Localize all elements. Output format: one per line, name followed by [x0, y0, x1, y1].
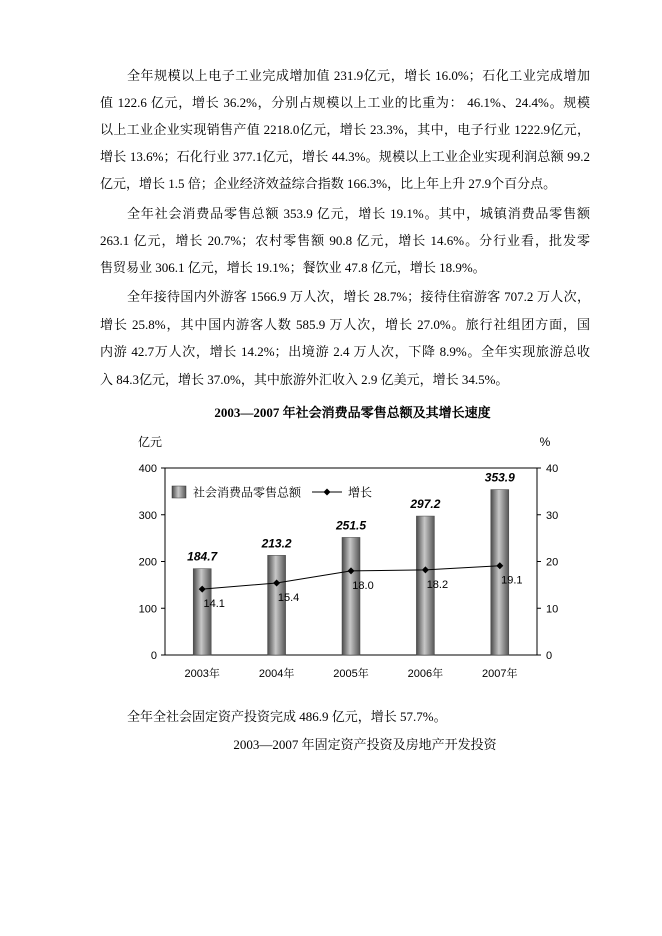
text-line: 全年全社会固定资产投资完成 486.9 亿元，增长 57.7%。 — [127, 709, 447, 724]
retail-sales-chart — [120, 430, 590, 695]
text-line: 全年规模以上电子工业完成增加值 231.9亿元，增长 16.0%；石化工业完成增加 — [127, 68, 590, 83]
bar-2007年 — [491, 490, 509, 655]
legend-bar-label: 社会消费品零售总额 — [193, 485, 302, 500]
x-axis-label: 2006年 — [407, 668, 444, 680]
left-axis-tick-label: 300 — [138, 509, 157, 522]
growth-value-label-2004年: 15.4 — [277, 592, 300, 605]
right-axis-tick-label: 10 — [546, 603, 559, 616]
text-line: 全年接待国内外游客 1566.9 万人次，增长 28.7%；接待住宿游客 707.2 万人次， — [127, 289, 590, 304]
growth-value-label-2006年: 18.2 — [426, 578, 449, 591]
text-line: 263.1 亿元，增长 20.7%；农村零售额 90.8 亿元，增长 14.6%。分行业看，批发零 — [100, 233, 590, 248]
next-chart-title: 2003—2007 年固定资产投资及房地产开发投资 — [233, 737, 497, 752]
text-line: 售贸易业 306.1 亿元，增长 19.1%；餐饮业 47.8 亿元，增长 18.9%。 — [100, 260, 486, 275]
bar-value-label-2005年: 251.5 — [335, 518, 367, 533]
right-axis-tick-label: 30 — [546, 509, 559, 522]
growth-value-label-2007年: 19.1 — [501, 574, 523, 587]
growth-value-label-2003年: 14.1 — [203, 598, 225, 611]
text-line: 入 84.3亿元，增长 37.0%，其中旅游外汇收入 2.9 亿美元，增长 34.5%。 — [100, 372, 509, 387]
left-axis-tick-label: 400 — [138, 463, 157, 475]
right-axis-tick-label: 0 — [546, 650, 553, 662]
bar-value-label-2007年: 353.9 — [484, 470, 515, 485]
bar-2005年 — [342, 537, 360, 655]
bar-value-label-2004年: 213.2 — [261, 536, 292, 551]
legend — [172, 485, 372, 500]
left-axis-unit-label: 亿元 — [137, 435, 163, 449]
text-line: 增长 25.8%，其中国内游客人数 585.9 万人次，增长 27.0%。旅行社组团方面，国 — [100, 317, 590, 332]
text-line: 值 122.6 亿元，增长 36.2%，分别占规模以上工业的比重为： 46.1%、24.4%。规模 — [100, 95, 590, 110]
x-axis-label: 2004年 — [258, 668, 295, 680]
right-axis-tick-label: 20 — [546, 556, 559, 569]
text-line: 增长 13.6%；石化行业 377.1亿元，增长 44.3%。规模以上工业企业实现利润总额 99.2 — [100, 149, 590, 164]
right-axis-tick-label: 40 — [546, 463, 559, 475]
text-line: 以上工业企业实现销售产值 2218.0亿元，增长 23.3%，其中，电子行业 1222.9亿元， — [100, 122, 590, 137]
legend-line-label: 增长 — [348, 485, 373, 500]
text-line: 全年社会消费品零售总额 353.9 亿元，增长 19.1%。其中，城镇消费品零售额 — [127, 206, 590, 221]
chart-title: 2003—2007 年社会消费品零售总额及其增长速度 — [214, 405, 491, 420]
left-axis-tick-label: 0 — [150, 650, 157, 662]
x-axis-label: 2007年 — [482, 668, 518, 680]
right-axis-unit-label: % — [539, 435, 551, 449]
text-line: 亿元，增长 1.5 倍；企业经济效益综合指数 166.3%，比上年上升 27.9个百分点。 — [100, 176, 557, 191]
x-axis-label: 2005年 — [333, 668, 369, 680]
left-axis-tick-label: 100 — [138, 603, 157, 616]
text-line: 内游 42.7万人次，增长 14.2%；出境游 2.4 万人次，下降 8.9%。全年实现旅游总收 — [100, 344, 590, 359]
legend-bar-swatch — [172, 486, 186, 498]
bar-value-label-2006年: 297.2 — [410, 497, 441, 512]
left-axis-tick-label: 200 — [138, 556, 157, 569]
x-axis-label: 2003年 — [184, 668, 220, 680]
bar-2004年 — [268, 555, 286, 655]
growth-value-label-2005年: 18.0 — [352, 579, 374, 592]
bar-value-label-2003年: 184.7 — [187, 549, 218, 564]
bar-2003年 — [193, 569, 211, 655]
legend-diamond-marker — [324, 489, 331, 496]
